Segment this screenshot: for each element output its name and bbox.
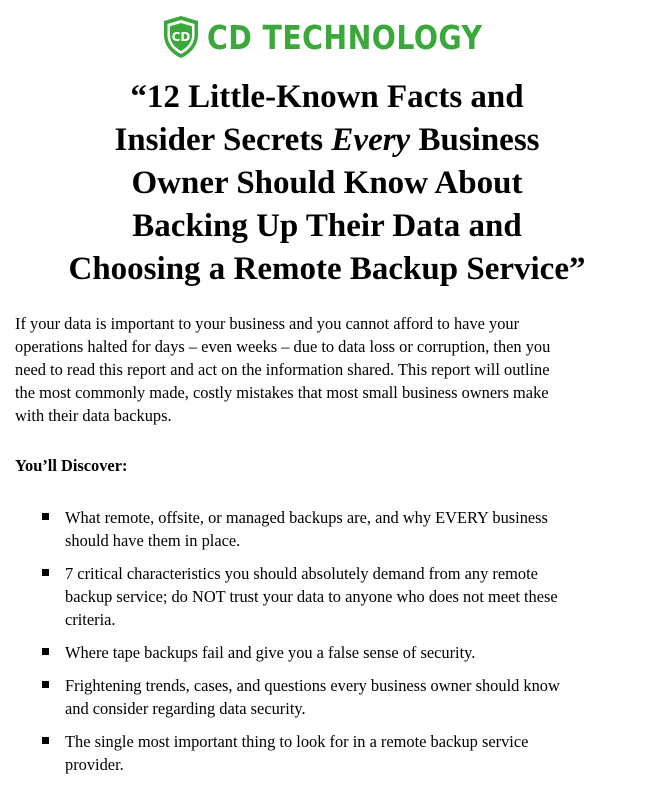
list-item-line: and consider regarding data security. (65, 699, 306, 718)
title-line: Owner Should Know About (131, 165, 523, 201)
intro-line: need to read this report and act on the information shared. This report will outline (15, 360, 550, 379)
bullet-icon (42, 648, 49, 655)
brand-logo (0, 12, 654, 62)
list-item-line: criteria. (65, 610, 116, 629)
title-line: “12 Little-Known Facts and (130, 79, 524, 115)
list-item (0, 562, 654, 631)
brand-name: CD TECHNOLOGY (206, 17, 483, 57)
intro-line: If your data is important to your business and you cannot afford to have your (15, 314, 520, 333)
intro-paragraph (15, 312, 643, 427)
list-item-line: backup service; do NOT trust your data to anyone who does not meet these (65, 587, 558, 606)
list-item-line: The single most important thing to look for in a remote backup service (65, 732, 529, 751)
bullet-icon (42, 569, 49, 576)
list-item (0, 506, 654, 552)
title-text: Business (410, 122, 540, 158)
list-item-line: 7 critical characteristics you should absolutely demand from any remote (65, 564, 538, 583)
title-line: Choosing a Remote Backup Service” (68, 251, 586, 287)
list-item (0, 674, 654, 720)
intro-line: the most commonly made, costly mistakes that most small business owners make (15, 383, 549, 402)
list-item-line: Frightening trends, cases, and questions every business owner should know (65, 676, 560, 695)
list-item-line: should have them in place. (65, 531, 241, 550)
list-item-line: Where tape backups fail and give you a false sense of security. (65, 643, 476, 662)
title-emphasis: Every (331, 122, 411, 158)
shield-icon (161, 15, 201, 59)
intro-line: with their data backups. (15, 406, 172, 425)
title-text: Insider Secrets (114, 122, 332, 158)
list-item (0, 641, 654, 664)
bullet-icon (42, 513, 49, 520)
bullet-icon (42, 681, 49, 688)
section-heading: You’ll Discover: (15, 456, 128, 475)
intro-line: operations halted for days – even weeks – due to data loss or corruption, then you (15, 337, 551, 356)
bullet-icon (42, 737, 49, 744)
report-title (0, 76, 654, 291)
title-line (0, 119, 654, 162)
logo-initials: CD (171, 30, 191, 44)
list-item (0, 730, 654, 776)
list-item-line: What remote, offsite, or managed backups are, and why EVERY business (65, 508, 548, 527)
discover-list (0, 506, 654, 786)
title-line: Backing Up Their Data and (132, 208, 522, 244)
list-item-line: provider. (65, 755, 124, 774)
